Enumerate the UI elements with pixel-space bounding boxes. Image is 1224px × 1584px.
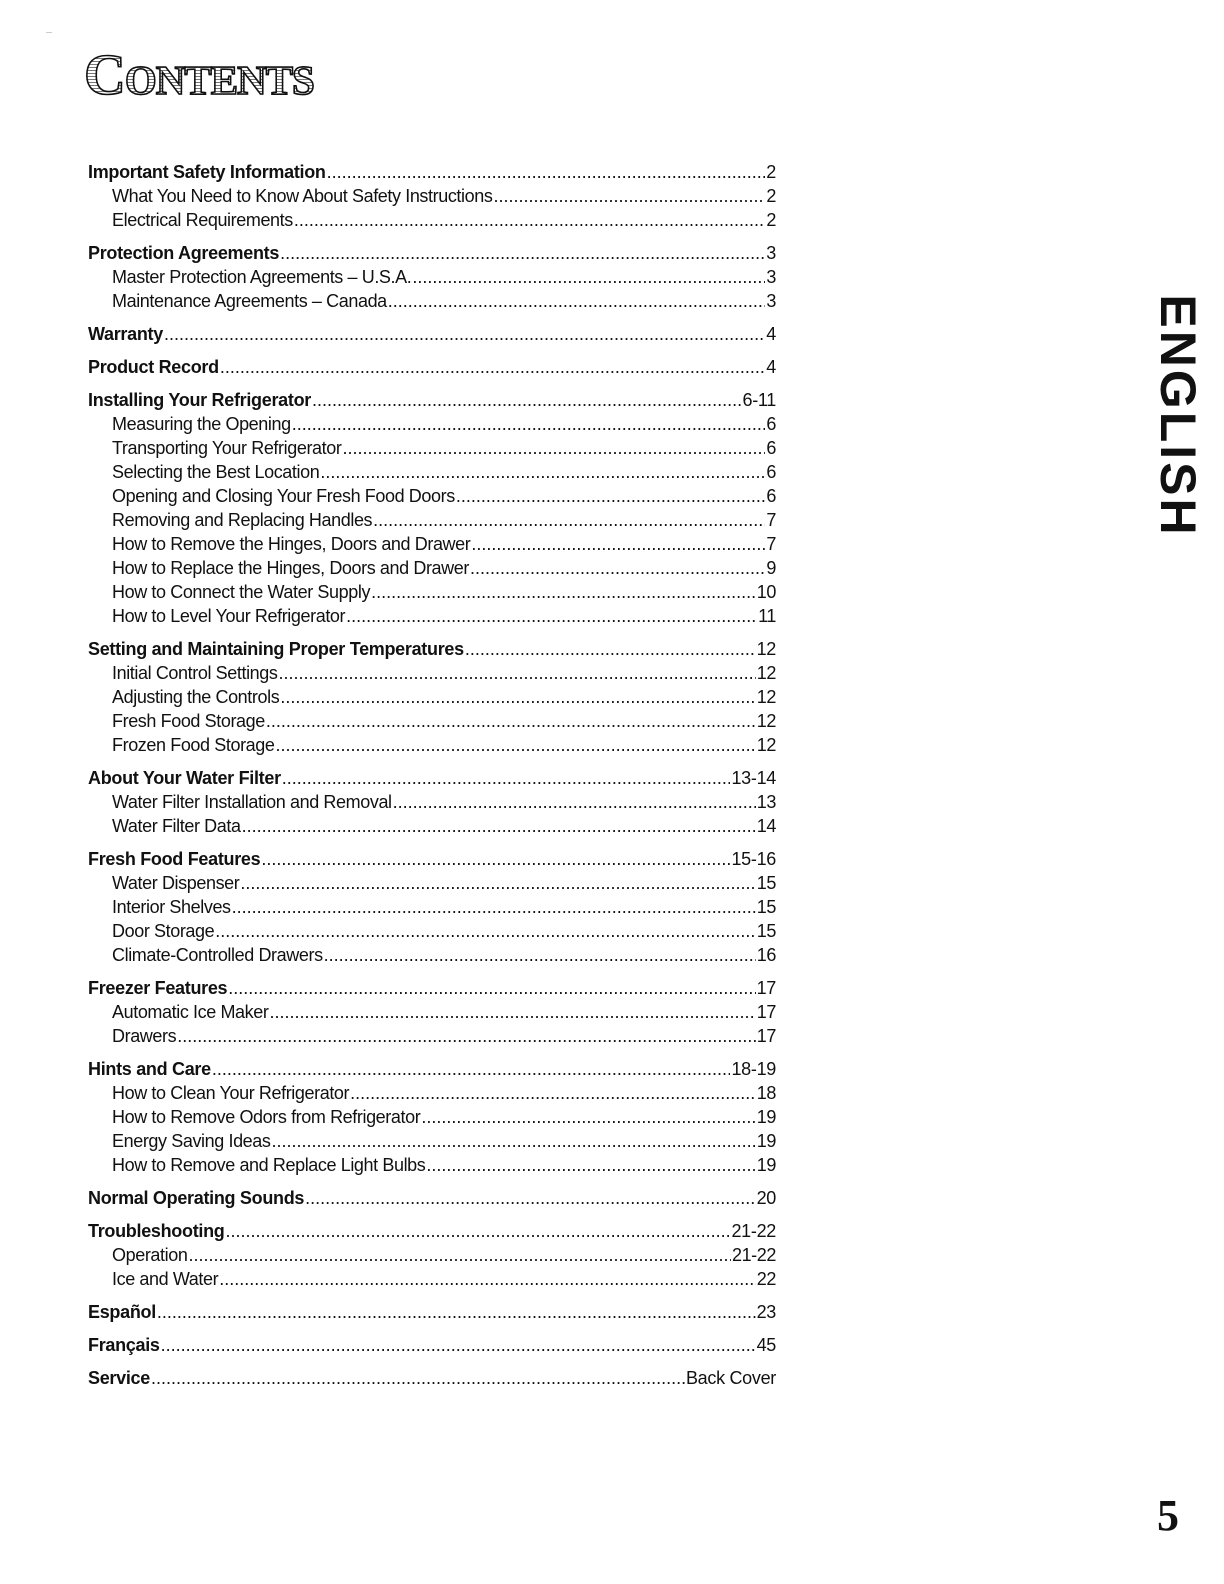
toc-entry-label: Removing and Replacing Handles — [112, 510, 373, 530]
toc-entry-page: 22 — [756, 1269, 776, 1289]
toc-entry[interactable] — [88, 661, 776, 685]
toc-entry-label: Ice and Water — [112, 1269, 219, 1289]
dot-leader — [342, 436, 765, 460]
dot-leader — [292, 412, 766, 436]
dot-leader — [212, 1057, 731, 1081]
toc-entry-label: How to Remove the Hinges, Doors and Drawer — [112, 534, 471, 554]
dot-leader — [324, 943, 756, 967]
toc-entry-page: 2 — [766, 210, 776, 230]
toc-entry-page: 19 — [756, 1107, 776, 1127]
toc-heading[interactable] — [88, 1219, 776, 1243]
toc-entry[interactable] — [88, 1081, 776, 1105]
toc-entry[interactable] — [88, 265, 776, 289]
toc-section — [88, 637, 776, 757]
toc-entry-page: 12 — [756, 711, 776, 731]
toc-entry-label: Operation — [112, 1245, 188, 1265]
toc-heading-label: Protection Agreements — [88, 243, 280, 263]
toc-entry-label: Transporting Your Refrigerator — [112, 438, 342, 458]
toc-entry-label: Drawers — [112, 1026, 177, 1046]
toc-entry[interactable] — [88, 208, 776, 232]
toc-entry-label: Fresh Food Storage — [112, 711, 265, 731]
toc-entry[interactable] — [88, 1024, 776, 1048]
toc-heading[interactable] — [88, 1186, 776, 1210]
toc-entry-page: 18 — [756, 1083, 776, 1103]
toc-entry[interactable] — [88, 919, 776, 943]
toc-entry[interactable] — [88, 604, 776, 628]
toc-entry[interactable] — [88, 436, 776, 460]
toc-heading[interactable] — [88, 766, 776, 790]
toc-entry-label: How to Connect the Water Supply — [112, 582, 371, 602]
toc-entry-label: Automatic Ice Maker — [112, 1002, 269, 1022]
dot-leader — [279, 661, 756, 685]
toc-heading[interactable] — [88, 322, 776, 346]
toc-heading-page: 2 — [766, 162, 776, 182]
toc-heading-page: 4 — [766, 357, 776, 377]
toc-entry-label: Door Storage — [112, 921, 215, 941]
toc-entry-page: 10 — [756, 582, 776, 602]
toc-entry-page: 16 — [756, 945, 776, 965]
dot-leader — [320, 460, 765, 484]
toc-heading[interactable] — [88, 355, 776, 379]
toc-entry-page: 12 — [756, 663, 776, 683]
toc-entry[interactable] — [88, 733, 776, 757]
toc-entry-page: 6 — [766, 486, 776, 506]
toc-entry[interactable] — [88, 814, 776, 838]
toc-entry-label: Climate-Controlled Drawers — [112, 945, 323, 965]
toc-entry[interactable] — [88, 532, 776, 556]
table-of-contents — [88, 160, 776, 1399]
toc-heading-label: Warranty — [88, 324, 163, 344]
toc-section — [88, 1186, 776, 1210]
dot-leader — [350, 1081, 756, 1105]
dot-leader — [371, 580, 756, 604]
dot-leader — [272, 1129, 756, 1153]
toc-entry-label: Interior Shelves — [112, 897, 231, 917]
toc-heading-page: 3 — [766, 243, 776, 263]
dot-leader — [393, 790, 756, 814]
toc-entry-page: 15 — [756, 873, 776, 893]
toc-entry[interactable] — [88, 790, 776, 814]
dot-leader — [471, 532, 765, 556]
toc-entry-page: 17 — [756, 1002, 776, 1022]
page-title: Contents — [84, 42, 314, 107]
dot-leader — [164, 322, 765, 346]
toc-entry-label: Measuring the Opening — [112, 414, 291, 434]
toc-heading-label: Fresh Food Features — [88, 849, 261, 869]
dot-leader — [157, 1300, 756, 1324]
toc-entry[interactable] — [88, 895, 776, 919]
toc-entry-label: Water Dispenser — [112, 873, 240, 893]
toc-heading-page: 18-19 — [731, 1059, 776, 1079]
dot-leader — [240, 871, 755, 895]
toc-entry[interactable] — [88, 1153, 776, 1177]
toc-heading-label: Normal Operating Sounds — [88, 1188, 305, 1208]
dot-leader — [346, 604, 757, 628]
dot-leader — [232, 895, 756, 919]
toc-entry[interactable] — [88, 484, 776, 508]
toc-entry-page: 19 — [756, 1131, 776, 1151]
toc-entry[interactable] — [88, 412, 776, 436]
dot-leader — [465, 637, 756, 661]
toc-entry-page: 14 — [756, 816, 776, 836]
toc-entry-label: Opening and Closing Your Fresh Food Doors — [112, 486, 455, 506]
dot-leader — [242, 814, 756, 838]
scan-mark — [46, 32, 52, 33]
dot-leader — [493, 184, 765, 208]
toc-heading-label: About Your Water Filter — [88, 768, 281, 788]
toc-entry[interactable] — [88, 1267, 776, 1291]
dot-leader — [426, 1153, 755, 1177]
toc-heading-page: Back Cover — [685, 1368, 776, 1388]
toc-entry-label: Water Filter Data — [112, 816, 241, 836]
toc-entry[interactable] — [88, 871, 776, 895]
toc-entry-page: 6 — [766, 414, 776, 434]
toc-heading-page: 6-11 — [742, 390, 776, 410]
toc-heading-page: 23 — [756, 1302, 776, 1322]
toc-entry[interactable] — [88, 709, 776, 733]
toc-entry-label: Selecting the Best Location — [112, 462, 320, 482]
dot-leader — [219, 1267, 756, 1291]
toc-heading-label: Troubleshooting — [88, 1221, 225, 1241]
toc-entry-page: 11 — [758, 606, 776, 626]
toc-entry-page: 12 — [756, 687, 776, 707]
toc-heading-label: Important Safety Information — [88, 162, 326, 182]
toc-heading[interactable] — [88, 1057, 776, 1081]
toc-entry-label: Initial Control Settings — [112, 663, 278, 683]
toc-entry-page: 21-22 — [731, 1245, 776, 1265]
toc-heading-label: Hints and Care — [88, 1059, 211, 1079]
toc-section — [88, 322, 776, 346]
toc-entry-page: 6 — [766, 462, 776, 482]
dot-leader — [215, 919, 756, 943]
toc-heading[interactable] — [88, 637, 776, 661]
toc-heading-page: 4 — [766, 324, 776, 344]
toc-entry[interactable] — [88, 1000, 776, 1024]
toc-entry-page: 7 — [766, 534, 776, 554]
toc-heading-page: 13-14 — [731, 768, 776, 788]
toc-entry-label: How to Clean Your Refrigerator — [112, 1083, 350, 1103]
toc-section — [88, 1057, 776, 1177]
toc-entry-page: 15 — [756, 897, 776, 917]
dot-leader — [220, 355, 765, 379]
toc-heading-page: 17 — [756, 978, 776, 998]
toc-entry-label: Frozen Food Storage — [112, 735, 275, 755]
toc-section — [88, 1219, 776, 1291]
toc-heading-page: 21-22 — [731, 1221, 776, 1241]
toc-heading-page: 20 — [756, 1188, 776, 1208]
toc-heading[interactable] — [88, 1300, 776, 1324]
language-tab-label: ENGLISH — [1150, 294, 1206, 538]
toc-entry-label: What You Need to Know About Safety Instructions — [112, 186, 493, 206]
toc-entry-page: 7 — [766, 510, 776, 530]
toc-section — [88, 847, 776, 967]
toc-entry[interactable] — [88, 289, 776, 313]
toc-heading-label: Setting and Maintaining Proper Temperatures — [88, 639, 464, 659]
toc-heading[interactable] — [88, 160, 776, 184]
toc-heading-page: 45 — [756, 1335, 776, 1355]
dot-leader — [312, 388, 742, 412]
dot-leader — [327, 160, 766, 184]
language-tab — [1150, 294, 1206, 538]
dot-leader — [280, 241, 765, 265]
dot-leader — [305, 1186, 755, 1210]
toc-heading-label: Installing Your Refrigerator — [88, 390, 311, 410]
toc-entry-page: 19 — [756, 1155, 776, 1175]
dot-leader — [421, 1105, 755, 1129]
toc-entry-page: 13 — [756, 792, 776, 812]
toc-entry-label: How to Remove and Replace Light Bulbs — [112, 1155, 426, 1175]
toc-heading-label: Freezer Features — [88, 978, 228, 998]
dot-leader — [269, 1000, 755, 1024]
toc-entry[interactable] — [88, 1105, 776, 1129]
dot-leader — [294, 208, 766, 232]
toc-section — [88, 160, 776, 232]
toc-section — [88, 355, 776, 379]
dot-leader — [280, 685, 755, 709]
dot-leader — [412, 265, 765, 289]
toc-entry[interactable] — [88, 1243, 776, 1267]
toc-entry-page: 15 — [756, 921, 776, 941]
toc-entry-label: Maintenance Agreements – Canada — [112, 291, 387, 311]
toc-section — [88, 241, 776, 313]
toc-entry[interactable] — [88, 943, 776, 967]
toc-heading-label: Product Record — [88, 357, 219, 377]
toc-section — [88, 766, 776, 838]
toc-entry-label: Adjusting the Controls — [112, 687, 280, 707]
toc-entry-page: 12 — [756, 735, 776, 755]
toc-heading[interactable] — [88, 976, 776, 1000]
toc-heading[interactable] — [88, 847, 776, 871]
dot-leader — [226, 1219, 731, 1243]
page-number: 5 — [1157, 1491, 1179, 1540]
toc-entry[interactable] — [88, 184, 776, 208]
dot-leader — [388, 289, 766, 313]
dot-leader — [161, 1333, 756, 1357]
toc-entry[interactable] — [88, 580, 776, 604]
dot-leader — [470, 556, 765, 580]
dot-leader — [177, 1024, 756, 1048]
toc-heading[interactable] — [88, 1333, 776, 1357]
toc-entry-label: How to Remove Odors from Refrigerator — [112, 1107, 421, 1127]
toc-entry-page: 2 — [766, 186, 776, 206]
toc-entry[interactable] — [88, 508, 776, 532]
toc-entry-page: 17 — [756, 1026, 776, 1046]
toc-section — [88, 388, 776, 628]
toc-heading[interactable] — [88, 241, 776, 265]
toc-entry-label: How to Level Your Refrigerator — [112, 606, 346, 626]
toc-heading-label: Français — [88, 1335, 160, 1355]
toc-entry[interactable] — [88, 1129, 776, 1153]
dot-leader — [228, 976, 755, 1000]
toc-heading-page: 12 — [756, 639, 776, 659]
toc-heading[interactable] — [88, 388, 776, 412]
toc-heading-label: Español — [88, 1302, 156, 1322]
dot-leader — [373, 508, 765, 532]
dot-leader — [282, 766, 731, 790]
toc-section — [88, 1366, 776, 1390]
toc-entry-page: 3 — [766, 291, 776, 311]
dot-leader — [151, 1366, 685, 1390]
toc-entry[interactable] — [88, 460, 776, 484]
dot-leader — [266, 709, 756, 733]
dot-leader — [456, 484, 766, 508]
toc-entry-label: How to Replace the Hinges, Doors and Drawer — [112, 558, 469, 578]
toc-entry[interactable] — [88, 556, 776, 580]
toc-heading[interactable] — [88, 1366, 776, 1390]
toc-heading-page: 15-16 — [731, 849, 776, 869]
toc-section — [88, 976, 776, 1048]
toc-entry[interactable] — [88, 685, 776, 709]
dot-leader — [188, 1243, 731, 1267]
toc-entry-page: 9 — [766, 558, 776, 578]
toc-entry-label: Electrical Requirements — [112, 210, 293, 230]
toc-entry-page: 3 — [766, 267, 776, 287]
toc-entry-page: 6 — [766, 438, 776, 458]
dot-leader — [276, 733, 756, 757]
dot-leader — [261, 847, 730, 871]
toc-entry-label: Master Protection Agreements – U.S.A. — [112, 267, 412, 287]
toc-entry-label: Water Filter Installation and Removal — [112, 792, 392, 812]
toc-section — [88, 1300, 776, 1324]
toc-section — [88, 1333, 776, 1357]
toc-heading-label: Service — [88, 1368, 150, 1388]
toc-entry-label: Energy Saving Ideas — [112, 1131, 271, 1151]
